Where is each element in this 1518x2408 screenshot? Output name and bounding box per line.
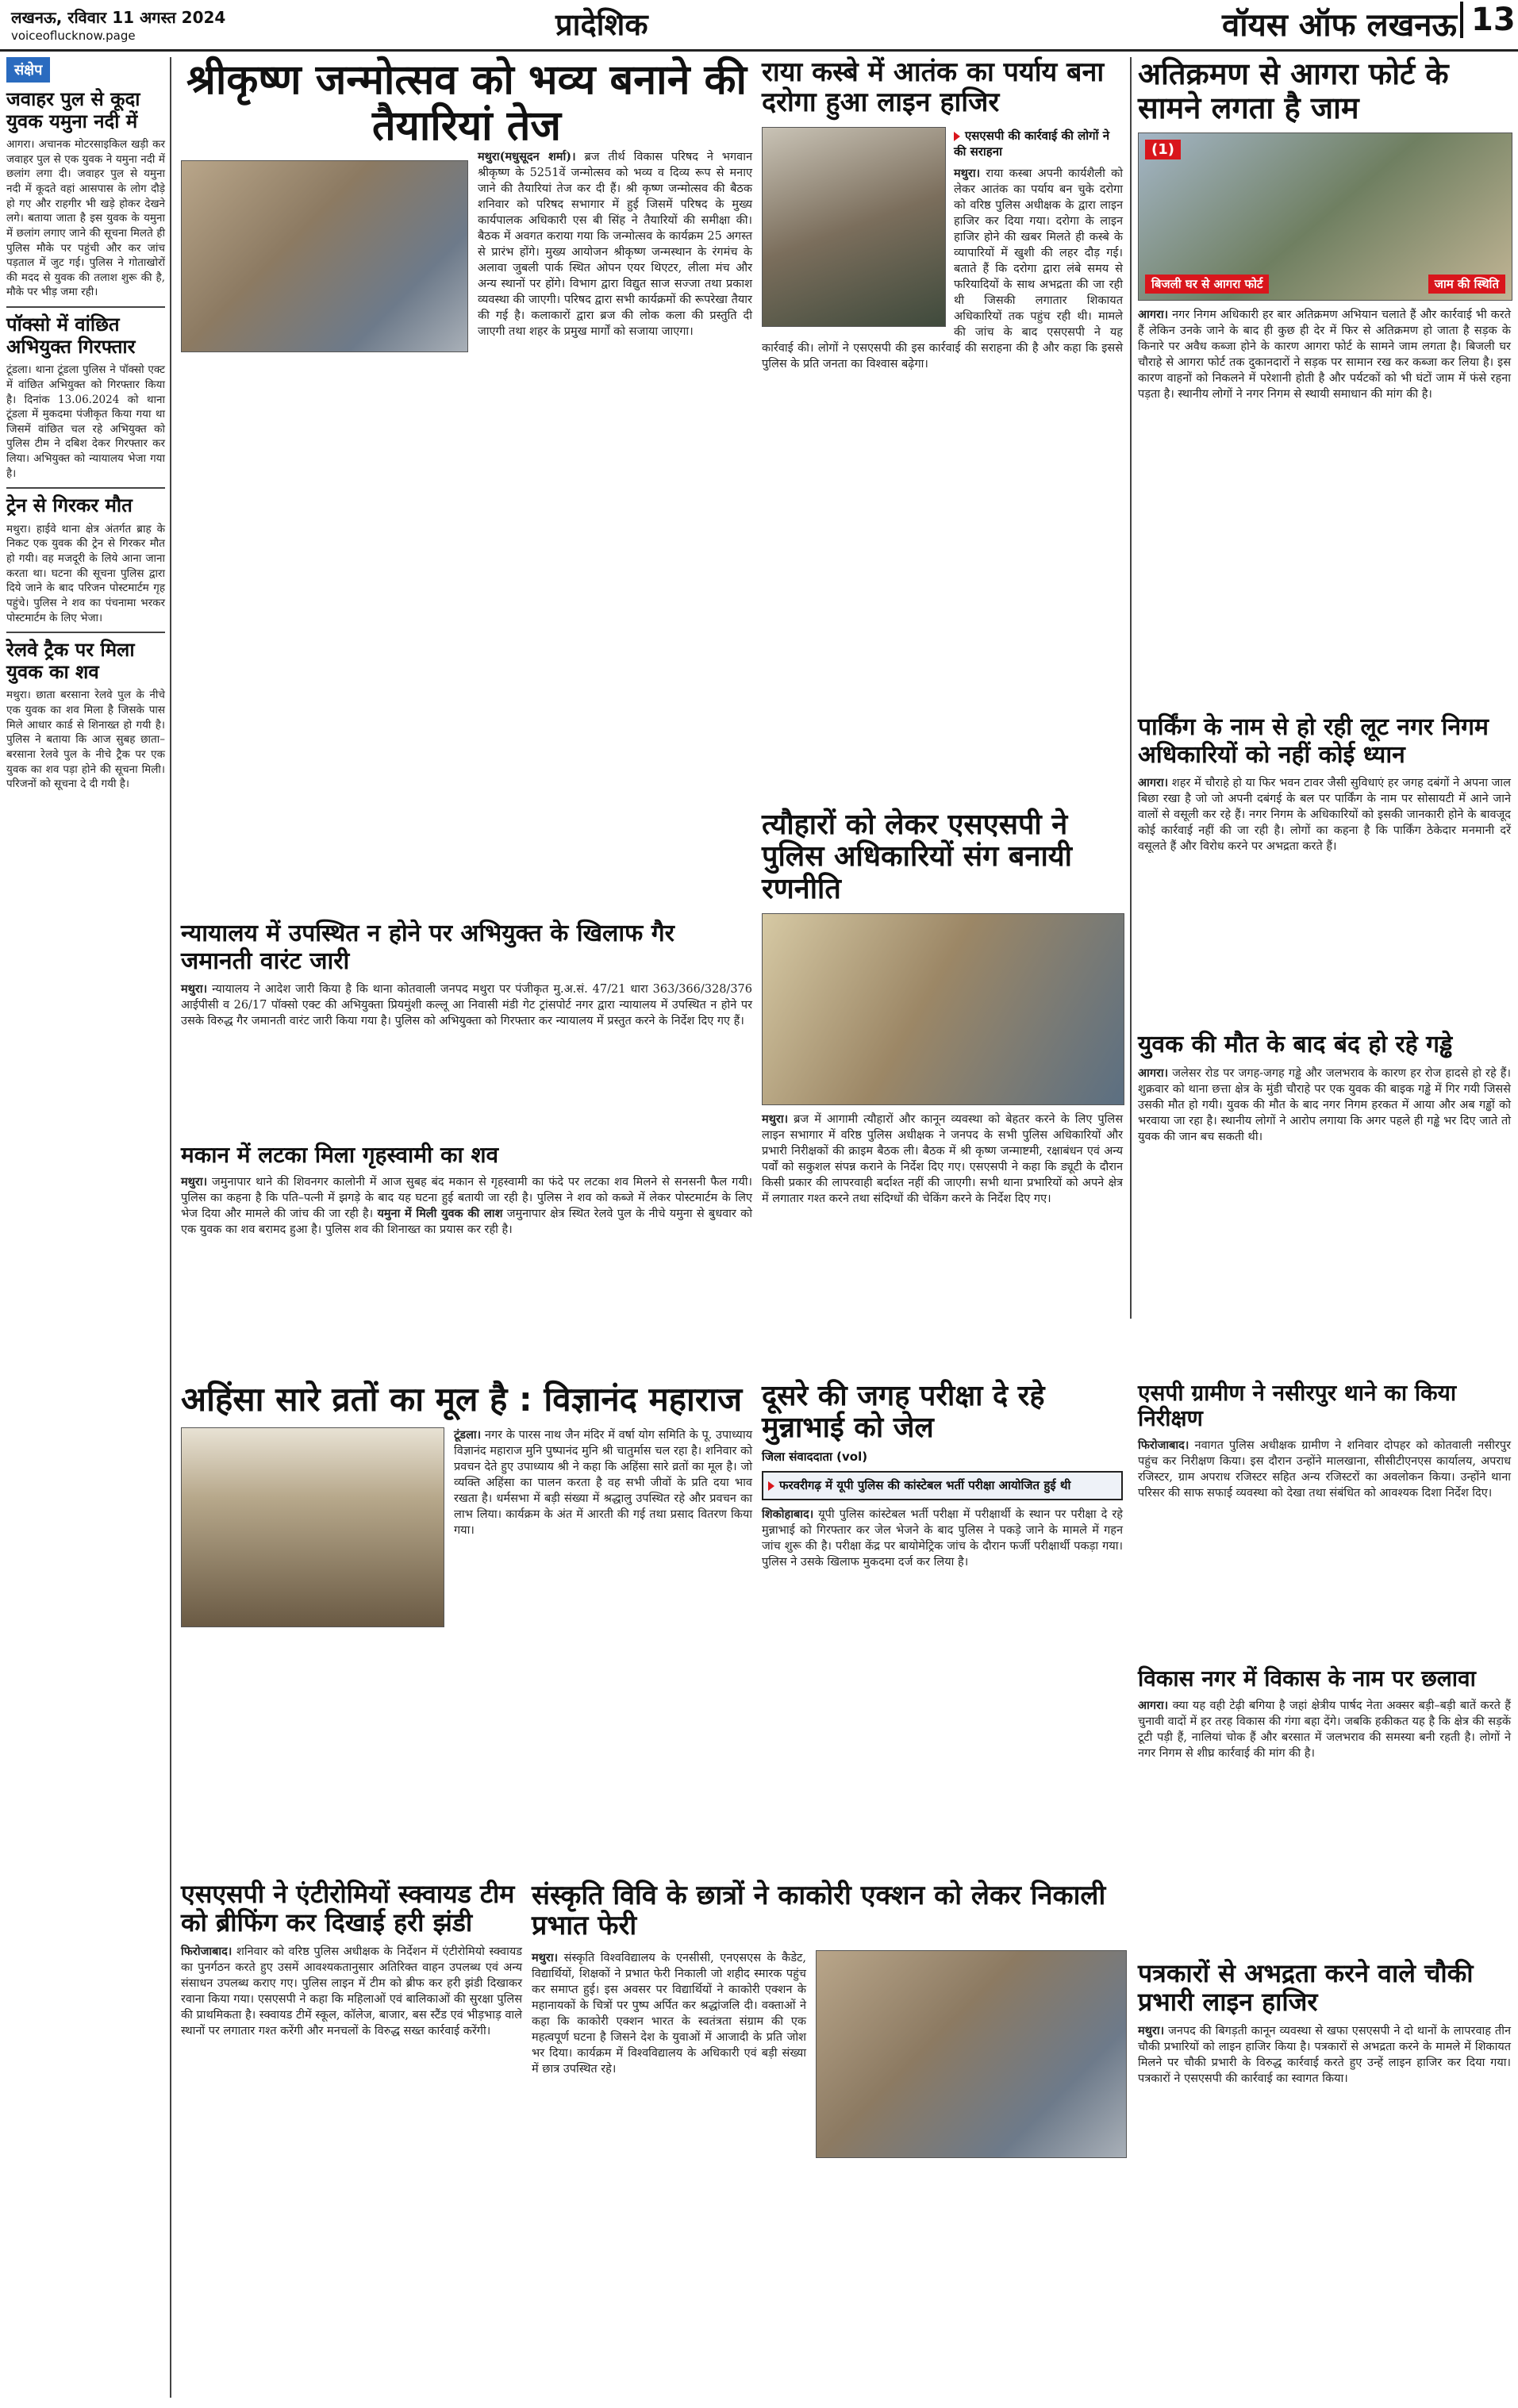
story-headline: युवक की मौत के बाद बंद हो रहे गड्ढे [1138, 1031, 1453, 1058]
story-parking [1138, 714, 1511, 855]
traffic-photo [1138, 132, 1512, 301]
story-kakori [532, 1880, 1127, 2158]
meeting-photo [762, 913, 1124, 1105]
story-headline: एसपी ग्रामीण ने नसीरपुर थाने का किया निरीक्षण [1138, 1380, 1457, 1432]
story-body: मथुरा। ब्रज में आगामी त्यौहारों और कानून व्यवस्था को बेहतर करने के लिए पुलिस लाइन सभागार में वरिष्ठ पुलिस अधीक्षक ने जनपद के सभी पुलिस अधिकारियों और प्रभारी निरीक्षकों की क्राइम बैठक ली। बैठक में श्री कृष्ण जन्माष्टमी, रक्षाबंधन एवं अन्य पर्वों को सकुशल संपन्न कराने के निर्देश दिए गए। एसएसपी ने कहा कि ड्यूटी के दौरान किसी प्रकार की लापरवाही बर्दाश्त नहीं की जाएगी। सभी थाना प्रभारियों को अपने क्षेत्र में लगातार गश्त करने तथा संदिग्धों की चेकिंग करने के निर्देश दिए गए। [762, 1112, 1123, 1205]
story-warrant [181, 920, 752, 1029]
story-headline: पत्रकारों से अभद्रता करने वाले चौकी प्रभारी लाइन हाजिर [1138, 1958, 1474, 2017]
story-body: आगरा। क्या यह वही टेढ़ी बगिया है जहां क्षेत्रीय पार्षद नेता अक्सर बड़ी–बड़ी बातें करते हैं चुनावी वादों में हर तरह विकास की गंगा बहा देंगे। जबकि हकीकत यह है कि क्षेत्र की सड़कें टूटी पड़ी हैं, नालियां चोक हैं और बरसात में जलभराव की समस्या बनी रहती है। लोगों ने नगर निगम से शीघ्र कार्रवाई की मांग की है। [1138, 1699, 1512, 1761]
story-headline: विकास नगर में विकास के नाम पर छलावा [1138, 1665, 1476, 1692]
brief-body: टूंडला। थाना टूंडला पुलिस ने पॉक्सो एक्ट में वांछित अभियुक्त को गिरफ्तार किया है। दिनांक 13.06.2024 को थाना टूंडला में मुकदमा पंजीकृत किया गया था जिसमें वांछित चल रहे अभियुक्त को पुलिस टीम ने दबिश देकर गिरफ्तार कर लिया। अभियुक्त को न्यायालय भेजा गया है। [6, 363, 165, 480]
story-headline: अतिक्रमण से आगरा फोर्ट के सामने लगता है जाम [1138, 56, 1449, 125]
website-link[interactable]: voiceoflucknow.page [11, 29, 136, 43]
story-text: ब्रज तीर्थ विकास परिषद ने भगवान श्रीकृष्ण के 5251वें जन्मोत्सव को भव्य व दिव्य रूप से मनाए जाने की तैयारियां तेज कर दी हैं। श्री कृष्ण जन्मोत्सव की बैठक शनिवार को परिषद सभागार में हुई जिसमें परिषद के मुख्य कार्यपालक अधिकारी एस बी सिंह ने तैयारियों की समीक्षा की। बैठक में अवगत कराया गया कि जन्मोत्सव के कार्यक्रम 25 अगस्त से प्रारंभ होंगे। मुख्य आयोजन श्रीकृष्ण जन्मस्थान के रंगमंच के अलावा जुबली पार्क स्थित ओपन एयर थिएटर, लीला मंच और अन्य स्थानों पर होंगे। विभाग द्वारा विद्युत साज सज्जा तथा प्रकाश व्यवस्था की जाएगी। परिषद द्वारा सभी कार्यक्रमों की रूपरेखा तैयार की गई है। कलाकारों द्वारा ब्रज की लोक कला की प्रस्तुति दी जाएगी तथा शहर के प्रमुख मार्गों को सजाया जाएगा। [478, 151, 753, 339]
rally-photo [816, 1950, 1127, 2158]
story-hanging [181, 1143, 752, 1238]
story-police-meeting [762, 809, 1123, 1207]
story-vikas [1138, 1666, 1511, 1761]
sermon-photo [181, 1427, 444, 1627]
story-headline: दूसरे की जगह परीक्षा दे रहे मुन्नाभाई को जेल [762, 1380, 1045, 1445]
story-chowki [1138, 1960, 1511, 2087]
story-body: मथुरा। जनपद की बिगड़ती कानून व्यवस्था से खफा एसएसपी ने दो थानों के लापरवाह तीन चौकी प्रभारियों को लाइन हाजिर किया है। पत्रकारों से अभद्रता करने के मामले में शिकायत मिलने पर चौकी प्रभारी के विरुद्ध कार्रवाई करते हुए उन्हें लाइन हाजिर कर दिया गया। पत्रकारों ने एसएसपी की कार्रवाई का स्वागत किया। [1138, 2023, 1511, 2085]
story-body: आगरा। शहर में चौराहे हो या फिर भवन टावर जैसी सुविधाएं हर जगह दबंगों ने अपना जाल बिछा रखा है जो जो अपनी दबंगई के बल पर पार्किंग के नाम पर सोसायटी में आने जाने वालों से वसूली कर रहे हैं। नगर निगम के अधिकारियों को इसकी जानकारी होने के बावजूद कोई कार्रवाई नहीं की जा रही है। लोगों का कहना है कि पार्किंग ठेकेदार मनमानी दरें वसूलते हैं और विरोध करने पर अभद्रता करते हैं। [1138, 776, 1511, 853]
story-body: टूंडला। नगर के पारस नाथ जैन मंदिर में वर्षा योग समिति के पू. उपाध्याय विज्ञानंद महाराज मुनि पुष्पानंद मुनि श्री चातुर्मास चल रहा है। शनिवार को प्रवचन देते हुए उपाध्याय श्री ने कहा कि अहिंसा सारे व्रतों का मूल है। जो व्यक्ति अहिंसा का पालन करता है वह सभी जीवों के प्रति दया भाव रखता है। धर्मसभा में बड़ी संख्या में श्रद्धालु उपस्थित रहे और प्रवचन का लाभ लिया। कार्यक्रम के अंत में आरती की गई तथा प्रसाद वितरण किया गया। [454, 1428, 752, 1538]
story-body: आगरा। जलेसर रोड पर जगह-जगह गड्ढे और जलभराव के कारण हर रोज हादसे हो रहे हैं। शुक्रवार को थाना छत्ता क्षेत्र के मुंडी चौराहे पर एक युवक की बाइक गड्ढे में गिर गयी जिससे उसकी मौत हो गयी। युवक की मौत के बाद नगर निगम हरकत में आया और अब गड्ढों को भरवाया जा रहा है। स्थानीय लोगों ने आरोप लगाया कि अगर पहले ही गड्ढे भर दिए जाते तो युवक की जान बच सकती थी। [1138, 1066, 1512, 1143]
photo-tag: (1) [1145, 140, 1181, 159]
story-raya [762, 57, 1123, 372]
story-dateline: मथुरा। [954, 167, 981, 181]
photo-caption: जाम की स्थिति [1428, 275, 1505, 294]
story-body: शिकोहाबाद। यूपी पुलिस कांस्टेबल भर्ती परीक्षा में परीक्षार्थी के स्थान पर परीक्षा दे रहे मुन्नाभाई को गिरफ्तार कर जेल भेजने के बाद पुलिस ने पकड़े जाने के मामले में गहन जांच शुरू की है। परीक्षा केंद्र पर बायोमेट्रिक जांच के दौरान फर्जी परीक्षार्थी पकड़ा गया। पुलिस ने उसके खिलाफ मुकदमा दर्ज कर लिया है। [762, 1507, 1124, 1569]
story-headline: न्यायालय में उपस्थित न होने पर अभियुक्त के खिलाफ गैर जमानती वारंट जारी [181, 920, 674, 975]
briefs-column [6, 57, 165, 792]
brief-title: जवाहर पुल से कूदा युवक यमुना नदी में [6, 88, 140, 132]
story-byline: जिला संवाददाता (vol) [762, 1449, 868, 1464]
brief-divider [6, 632, 165, 633]
story-agra-fort [1138, 57, 1511, 402]
arrow-icon [954, 132, 960, 141]
story-anti-romeo [181, 1880, 522, 2039]
column-divider [170, 57, 171, 2398]
brief-title: ट्रेन से गिरकर मौत [6, 494, 133, 517]
brief-body: आगरा। अचानक मोटरसाइकिल खड़ी कर जवाहर पुल से एक युवक ने यमुना नदी में छलांग लगा दी। जवाहर पुल से यमुना नदी में कूदते वहां आसपास के लोग दौड़े हो गए और राहगीर भी खड़े होकर देखने लगे। बताया जाता है इस युवक के यमुना में छलांग लगाए जाने की सूचना मिलते ही पुलिस मौके पर पहुंची और कर जांच पड़ताल में जुट गई। पुलिस ने गोताखोरों की मदद से युवक की तलाश शुरू की है, मौके पर भीड़ जमा रही। [6, 138, 165, 299]
story-body: मथुरा। संस्कृति विश्वविद्यालय के एनसीसी, एनएसएस के कैडेट, विद्यार्थियों, शिक्षकों ने प्रभात फेरी निकाली जो शहीद स्मारक पहुंच कर समाप्त हुई। इस अवसर पर विद्यार्थियों ने काकोरी एक्शन के महानायकों के चित्रों पर पुष्प अर्पित कर श्रद्धांजलि दी। वक्ताओं ने कहा कि काकोरी एक्शन भारत के स्वतंत्रता संग्राम की एक महत्वपूर्ण घटना है जिसने देश के युवाओं में आजादी के प्रति जोश भर दिया। कार्यक्रम में विश्वविद्यालय के अधिकारी एवं बड़ी संख्या में छात्र उपस्थित रहे। [532, 1951, 806, 2076]
masthead [0, 0, 1518, 52]
brand-logo: वॉयस ऑफ लखनऊ [1222, 7, 1457, 44]
brief-divider [6, 487, 165, 489]
story-nasirpur [1138, 1381, 1511, 1501]
story-ahimsa [181, 1381, 752, 1627]
brief-body: मथुरा। छाता बरसाना रेलवे पुल के नीचे एक युवक का शव मिला है जिसके पास मिले आधार कार्ड से शिनाख्त हो गयी है। पुलिस ने बताया कि आज सुबह छाता–बरसाना रेलवे पुल के नीचे ट्रैक पर एक युवक का शव पड़ा होने की सूचना मिली। परिजनों को सूचना दे दी गयी है। [6, 689, 165, 791]
story-headline: पार्किंग के नाम से हो रही लूट नगर निगम अधिकारियों को नहीं कोई ध्यान [1138, 713, 1489, 769]
story-headline: राया कस्बे में आतंक का पर्याय बना दरोगा हुआ लाइन हाजिर [762, 56, 1105, 119]
highlight-box: फरवरीगढ़ में यूपी पुलिस की कांस्टेबल भर्ती परीक्षा आयोजित हुई थी [762, 1471, 1123, 1500]
briefs-label: संक्षेप [6, 57, 50, 83]
story-body: मथुरा। न्यायालय ने आदेश जारी किया है कि थाना कोतवाली जनपद मथुरा पर पंजीकृत मु.अ.सं. 47/21 धारा 363/366/328/376 आईपीसी व 26/17 पॉक्सो एक्ट की अभियुक्ता प्रियमुंशी कल्लू आ निवासी मंडी गेट ट्रांसपोर्ट नगर द्वारा न्यायालय में उपस्थित न होने पर उसके विरुद्ध गैर जमानती वारंट जारी किया गया है। पुलिस को अभियुक्ता को गिरफ्तार कर न्यायालय में प्रस्तुत करने के निर्देश दिए गए हैं। [181, 982, 752, 1027]
story-subhead: यमुना में मिली युवक की लाश [377, 1207, 503, 1221]
story-body: फिरोजाबाद। नवागत पुलिस अधीक्षक ग्रामीण ने शनिवार दोपहर को कोतवाली नसीरपुर पहुंच कर निरीक्षण किया। इस दौरान उन्होंने मालखाना, सीसीटीएनएस कार्यालय, अपराध रजिस्टर, ग्राम अपराध रजिस्टर सहित अन्य रजिस्टरों का अवलोकन किया। उन्होंने थाना परिसर की साफ सफाई व्यवस्था को देखा तथा संबंधित को आवश्यक दिशा निर्देश दिए। [1138, 1438, 1511, 1500]
story-headline: एसएसपी ने एंटीरोमियों स्क्वायड टीम को ब्रीफिंग कर दिखाई हरी झंडी [181, 1879, 515, 1938]
arrow-icon [768, 1481, 774, 1491]
issue-date: लखनऊ, रविवार 11 अगस्त 2024 [11, 8, 226, 27]
photo-caption: बिजली घर से आगरा फोर्ट [1145, 275, 1269, 294]
story-headline: अहिंसा सारे व्रतों का मूल है : विज्ञानंद महाराज [181, 1380, 743, 1419]
meeting-photo [181, 160, 468, 352]
brief-item [6, 639, 165, 792]
story-text: राया कस्बा अपनी कार्यशैली को लेकर आतंक का पर्याय बन चुके दरोगा को वरिष्ठ पुलिस अधीक्षक के द्वारा लाइन हाजिर कर दिया गया। दरोगा के लाइन हाजिर होने की खबर मिलते ही कस्बे के व्यापारियों में खुशी की लहर दौड़ गई। बताते हैं कि दरोगा द्वारा लंबे समय से फरियादियों के साथ अभद्रता की जा रही थी जिसकी लगातार शिकायत अधिकारियों तक पहुंच रही थी। मामले की जांच के बाद एसएसपी ने यह कार्रवाई की। लोगों ने एसएसपी की इस कार्रवाई की सराहना की है और कहा कि इससे पुलिस के प्रति जनता का विश्वास बढ़ेगा। [762, 167, 1124, 371]
brief-item [6, 89, 165, 300]
brief-title: पॉक्सो में वांछित अभियुक्त गिरफ्तार [6, 313, 136, 358]
story-munnabhai [762, 1381, 1123, 1570]
officer-photo [762, 127, 946, 327]
story-janmotsav [181, 57, 752, 352]
brief-divider [6, 306, 165, 308]
story-headline: त्यौहारों को लेकर एसएसपी ने पुलिस अधिकारियों संग बनायी रणनीति [762, 808, 1072, 905]
brief-body: मथुरा। हाईवे थाना क्षेत्र अंतर्गत ब्राह के निकट एक युवक की ट्रेन से गिरकर मौत हो गयी। वह मजदूरी के लिये आना जाना करता था। घटना की सूचना पुलिस द्वारा दिये जाने के बाद परिजन पोस्टमार्टम गृह पहुंचे। पुलिस ने शव का पंचनामा भरकर पोस्टमार्टम के लिए भेजा। [6, 522, 165, 624]
brief-item [6, 314, 165, 481]
story-headline: श्रीकृष्ण जन्मोत्सव को भव्य बनाने की तैयारियां तेज [186, 56, 747, 151]
story-headline: मकान में लटका मिला गृहस्वामी का शव [181, 1142, 499, 1168]
brief-title: रेलवे ट्रैक पर मिला युवक का शव [6, 639, 135, 683]
story-body: मथुरा। जमुनापार थाने की शिवनगर कालोनी में आज सुबह बंद मकान से गृहस्वामी का फंदे पर लटका शव मिलने से सनसनी फैल गयी। पुलिस का कहना है कि पति–पत्नी में झगड़े के बाद यह घटना हुई बतायी जा रही है। पुलिस ने शव को कब्जे में लेकर पोस्टमार्टम के लिए भेज दिया और मामले की जांच की जा रही है। यमुना में मिली युवक की लाश जमुनापार क्षेत्र स्थित रेलवे पुल के नीचे यमुना से बुधवार को एक युवक का शव बरामद हुआ है। पुलिस शव की शिनाख्त का प्रयास कर रही है। [181, 1175, 753, 1237]
story-kicker: एसएसपी की कार्रवाई की लोगों ने की सराहना [954, 129, 1110, 159]
story-youth-death [1138, 1031, 1511, 1145]
page-number: 13 [1460, 2, 1516, 38]
brief-item [6, 495, 165, 625]
story-dateline: मथुरा(मधुसूदन शर्मा)। [478, 150, 576, 164]
story-body: फिरोजाबाद। शनिवार को वरिष्ठ पुलिस अधीक्षक के निर्देशन में एंटीरोमियो स्क्वायड का पुनर्गठन करते हुए उसमें आवश्यकतानुसार अतिरिक्त वाहन उपलब्ध एवं अन्य संसाधन उपलब्ध कराए गए। पुलिस लाइन में टीम को ब्रीफ कर हरी झंडी दिखाकर रवाना किया गया। एसएसपी ने कहा कि महिलाओं एवं बालिकाओं की सुरक्षा पुलिस की प्राथमिकता है। स्क्वायड टीमें स्कूल, कॉलेज, बाजार, बस स्टैंड एवं भीड़भाड़ वाले स्थानों पर लगातार गश्त करेंगी और मनचलों के विरुद्ध सख्त कार्रवाई करेंगी। [181, 1944, 522, 2037]
story-body: आगरा। नगर निगम अधिकारी हर बार अतिक्रमण अभियान चलाते हैं और कार्रवाई भी करते हैं लेकिन उनके जाने के बाद ही कुछ ही देर में फिर से अतिक्रमण हो जाता है सड़क के किनारे पर अवैध कब्जा होने के कारण आगरा फोर्ट के सामने जाम लगता है। बिजली घर चौराहे से आगरा फोर्ट तक दुकानदारों ने सड़क पर सामान रख कर कब्जा कर लिया है। इस कारण वाहनों को निकलने में परेशानी होती है और पर्यटकों को भी घंटों जाम में फंसे रहना पड़ता है। स्थानीय लोगों ने नगर निगम से स्थायी समाधान की मांग की है। [1138, 308, 1512, 401]
section-title: प्रादेशिक [555, 7, 648, 42]
column-divider [1130, 57, 1132, 1319]
story-headline: संस्कृति विवि के छात्रों ने काकोरी एक्शन को लेकर निकाली प्रभात फेरी [532, 1880, 1106, 1942]
